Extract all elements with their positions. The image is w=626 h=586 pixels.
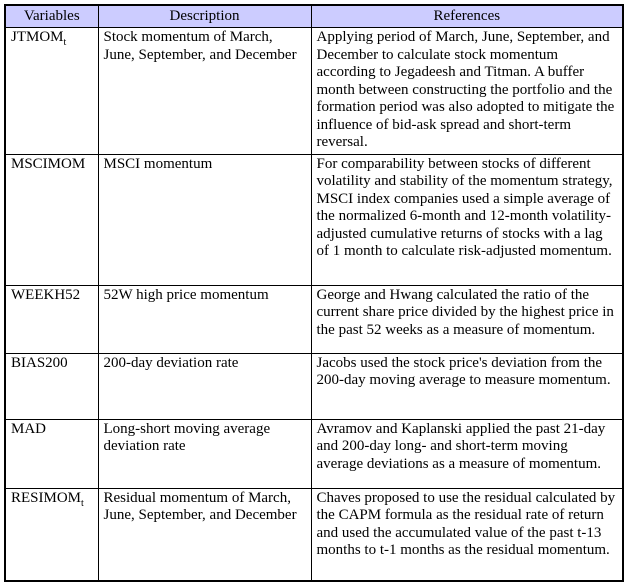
variable-name: MSCIMOM (11, 155, 86, 172)
variable-name: WEEKH52 (11, 286, 81, 303)
variable-cell (5, 419, 98, 488)
reference-cell: For comparability between stocks of different volatility and stability of the momentum strategy, MSCI index companies used a simple average of the normalized 6-month and 12-month volatility-adjusted cumulative returns of stocks with a lag of 1 month to calculate risk-adjusted momentum. (311, 154, 623, 285)
reference-cell: George and Hwang calculated the ratio of the current share price divided by the highest price in the past 52 weeks as a measure of momentum. (311, 285, 623, 353)
column-header-variables: Variables (5, 5, 98, 28)
variable-cell (5, 28, 98, 155)
table-row (5, 353, 623, 419)
description-cell: MSCI momentum (98, 154, 311, 285)
reference-cell: Applying period of March, June, September, and December to calculate stock momentum according to Jegadeesh and Titman. A buffer month between constructing the portfolio and the formation period was also adopted to mitigate the influence of bid-ask spread and short-term reversal. (311, 28, 623, 155)
description-cell: Long-short moving average deviation rate (98, 419, 311, 488)
reference-cell: Chaves proposed to use the residual calculated by the CAPM formula as the residual rate of return and used the accumulated value of the past t-13 months to t-1 months as the residual momentum. (311, 488, 623, 581)
variable-name: MAD (11, 420, 47, 437)
description-cell: 200-day deviation rate (98, 353, 311, 419)
variable-cell (5, 154, 98, 285)
table-row (5, 154, 623, 285)
variable-cell (5, 488, 98, 581)
variable-name: JTMOM (11, 29, 64, 45)
description-cell: Residual momentum of March, June, September, and December (98, 488, 311, 581)
table-row (5, 419, 623, 488)
table-header (5, 5, 623, 28)
variable-cell (5, 285, 98, 353)
variable-name: RESIMOM (11, 489, 82, 506)
reference-cell: Avramov and Kaplanski applied the past 21-day and 200-day long- and short-term moving average deviations as a measure of momentum. (311, 419, 623, 488)
reference-cell: Jacobs used the stock price's deviation from the 200-day moving average to measure momentum. (311, 353, 623, 419)
variable-subscript: t (63, 37, 67, 48)
variables-table (4, 4, 624, 582)
header-row (5, 5, 623, 28)
variable-cell (5, 353, 98, 419)
description-cell: 52W high price momentum (98, 285, 311, 353)
variable-name: BIAS200 (11, 354, 68, 371)
column-header-description: Description (98, 5, 311, 28)
table-row (5, 488, 623, 581)
column-header-references: References (311, 5, 623, 28)
table-row (5, 28, 623, 155)
table-row (5, 285, 623, 353)
variable-subscript: t (81, 497, 84, 509)
description-cell: Stock momentum of March, June, September, and December (98, 28, 311, 155)
table-body (5, 28, 623, 581)
